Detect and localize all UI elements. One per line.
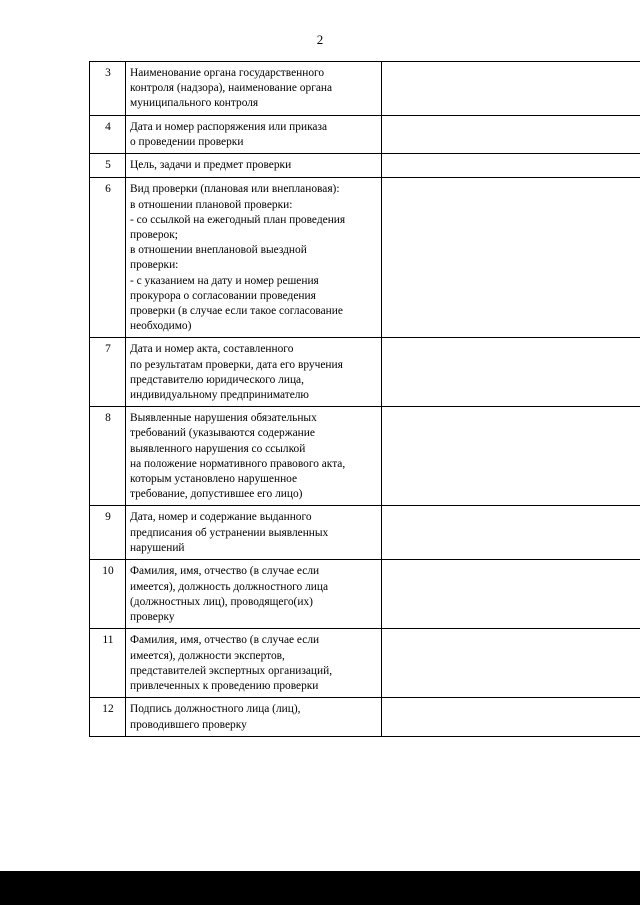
table-row [90, 338, 640, 407]
table-row [90, 154, 640, 178]
row-value-cell[interactable] [382, 506, 640, 560]
row-value-cell[interactable] [382, 154, 640, 178]
row-number: 6 [90, 178, 126, 338]
row-number: 3 [90, 62, 126, 116]
row-description: Фамилия, имя, отчество (в случае если имеется), должности экспертов, представителей экспертных организаций, привлеченных к проведению проверки [126, 629, 382, 698]
row-number: 4 [90, 116, 126, 154]
table-row [90, 178, 640, 338]
table-row [90, 698, 640, 736]
page-number: 2 [316, 32, 324, 47]
row-description: Дата, номер и содержание выданного предписания об устранении выявленных нарушений [126, 506, 382, 560]
table-row [90, 407, 640, 506]
row-description: Цель, задачи и предмет проверки [126, 154, 382, 178]
row-description: Дата и номер акта, составленного по результатам проверки, дата его вручения представителю юридического лица, индивидуальному предпринимателю [126, 338, 382, 407]
row-value-cell[interactable] [382, 178, 640, 338]
row-description: Подпись должностного лица (лиц), проводившего проверку [126, 698, 382, 736]
row-description: Вид проверки (плановая или внеплановая): в отношении плановой проверки: - со ссылкой на ежегодный план проведения проверок; в отношении внеплановой выездной проверки: - с указанием на дату и номер решения прокурора о согласовании проведения проверки (в случае если такое согласование необходимо) [126, 178, 382, 338]
row-description: Фамилия, имя, отчество (в случае если имеется), должность должностного лица (должностных лиц), проводящего(их) проверку [126, 560, 382, 629]
row-number: 8 [90, 407, 126, 506]
row-value-cell[interactable] [382, 629, 640, 698]
table-row [90, 629, 640, 698]
scan-bottom-border [0, 871, 640, 905]
table-row [90, 62, 640, 116]
row-value-cell[interactable] [382, 560, 640, 629]
row-description: Дата и номер распоряжения или приказа о проведении проверки [126, 116, 382, 154]
table-row [90, 506, 640, 560]
row-number: 9 [90, 506, 126, 560]
row-value-cell[interactable] [382, 338, 640, 407]
table-row [90, 116, 640, 154]
table-row [90, 560, 640, 629]
row-number: 5 [90, 154, 126, 178]
row-description: Выявленные нарушения обязательных требований (указываются содержание выявленного нарушения со ссылкой на положение нормативного правового акта, которым установлено нарушенное требование, допустившее его лицо) [126, 407, 382, 506]
row-number: 12 [90, 698, 126, 736]
row-number: 10 [90, 560, 126, 629]
row-number: 11 [90, 629, 126, 698]
row-number: 7 [90, 338, 126, 407]
row-value-cell[interactable] [382, 116, 640, 154]
row-value-cell[interactable] [382, 62, 640, 116]
row-description: Наименование органа государственного контроля (надзора), наименование органа муниципального контроля [126, 62, 382, 116]
inspection-form-table [89, 61, 640, 737]
row-value-cell[interactable] [382, 407, 640, 506]
row-value-cell[interactable] [382, 698, 640, 736]
